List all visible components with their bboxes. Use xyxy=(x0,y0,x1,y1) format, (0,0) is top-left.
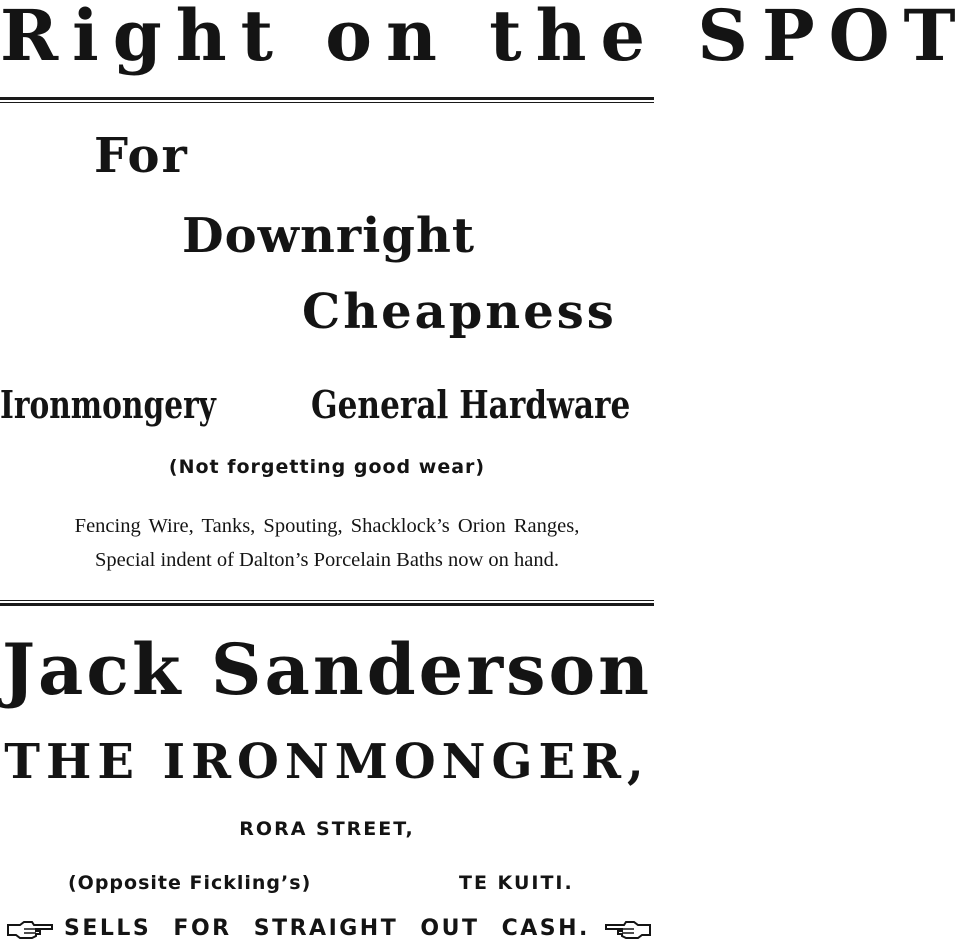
merchant-town: TE KUITI. xyxy=(459,872,574,894)
middle-divider-rule xyxy=(0,603,654,606)
tagline-for: For xyxy=(94,128,189,184)
tagline-downright: Downright xyxy=(182,208,476,264)
category-ironmongery: Ironmongery xyxy=(0,382,216,427)
tagline-cheapness: Cheapness xyxy=(302,284,617,340)
top-divider-rule xyxy=(0,97,654,100)
stock-list-line-1: Fencing Wire, Tanks, Spouting, Shacklock’s Orion Ranges, xyxy=(74,515,580,537)
pointing-hand-right-icon xyxy=(6,919,54,941)
merchant-trade: THE IRONMONGER, xyxy=(4,734,650,790)
merchant-landmark: (Opposite Fickling’s) xyxy=(68,872,312,894)
category-general-hardware: General Hardware xyxy=(311,382,631,427)
top-divider-rule-thin xyxy=(0,102,654,103)
merchant-street: RORA STREET, xyxy=(239,818,415,840)
pointing-hand-left-icon xyxy=(604,919,652,941)
headline: Right on the SPOT xyxy=(0,0,970,77)
stock-list-line-2: Special indent of Dalton’s Porcelain Baths now on hand. xyxy=(94,549,559,571)
middle-divider-rule-thin xyxy=(0,600,654,601)
good-wear-note: (Not forgetting good wear) xyxy=(168,456,486,478)
merchant-name: Jack Sanderson xyxy=(1,628,653,711)
cash-terms-line: SELLS FOR STRAIGHT OUT CASH. xyxy=(64,916,590,941)
